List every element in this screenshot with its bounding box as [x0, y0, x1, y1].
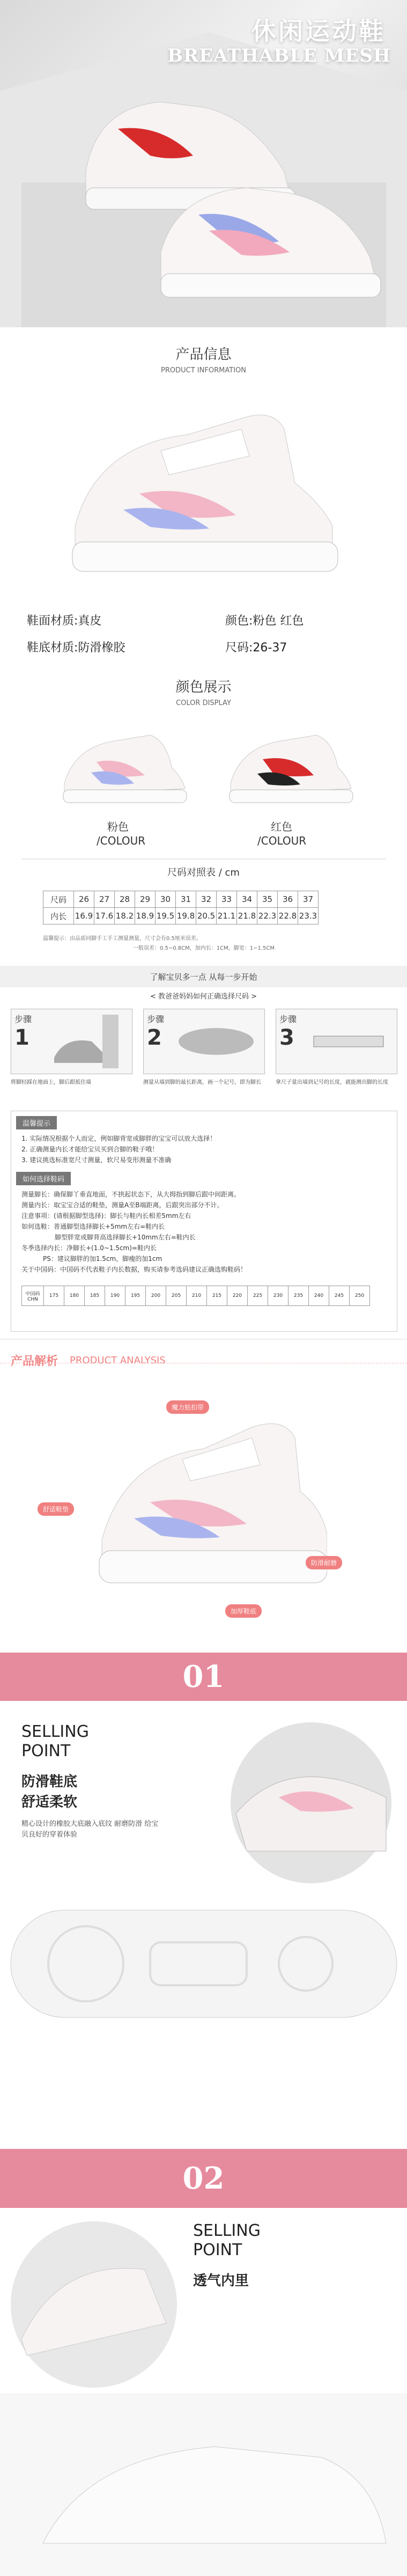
spec-label: 鞋面材质: [27, 614, 78, 628]
hero-banner [0, 0, 407, 327]
color-red-image [225, 724, 354, 810]
section-01-heading: SELLING POINT [21, 1722, 89, 1760]
spec-upper [27, 612, 101, 628]
china-size-cell: 210 [187, 1286, 207, 1306]
size-cell: 35 [257, 891, 278, 908]
section-02-banner: 02 [0, 2149, 407, 2208]
color-red-name: 红色 [271, 820, 292, 833]
size-table-title: 尺码对照表 / cm [167, 867, 240, 878]
sole-bottom-image [5, 1878, 402, 2039]
callout-antislip: 防滑耐磨 [306, 1556, 342, 1569]
color-pink-name: 粉色 [107, 820, 129, 833]
china-size-cell: 205 [166, 1286, 187, 1306]
size-cell: 32 [196, 891, 217, 908]
section-02-title1: 透气内里 [193, 2273, 249, 2289]
china-size-label: 中国码CHN [22, 1286, 44, 1306]
howto-item: 注意事项：(请根据脚型选择)：脚长与鞋内长相差5mm左右 [21, 1212, 191, 1220]
length-cell: 21.1 [217, 908, 237, 924]
step-2-num: 2 [147, 1025, 162, 1050]
divider [21, 858, 386, 860]
length-cell: 17.6 [94, 908, 115, 924]
size-cell: 26 [74, 891, 94, 908]
analysis-title: 产品解析 [11, 1355, 58, 1368]
spec-value: 真皮 [78, 614, 102, 628]
spec-value: 粉色 红色 [253, 614, 304, 628]
divider [0, 1339, 407, 1340]
step-1-text: 将脚轻踩在地面上，脚后跟抵住墙 [11, 1080, 91, 1085]
length-row-label: 内长 [43, 908, 74, 924]
color-display-heading [0, 676, 407, 707]
china-size-cell: 250 [350, 1286, 370, 1306]
size-table [43, 891, 319, 924]
howto-item: 脚型胖宽或脚背高选择脚长+10mm左右=鞋内长 [55, 1234, 196, 1241]
section-01-banner: 01 [0, 1653, 407, 1701]
step-3-text: 拿尺子量出墙到记号的长度，就能测出脚的长度 [276, 1080, 388, 1085]
china-size-cell: 225 [248, 1286, 268, 1306]
howto-item: 如何选鞋：普通脚型选择脚长+5mm左右=鞋内长 [21, 1223, 165, 1230]
tip-item: 3. 建议挑选标准宽尺寸测量，软尺易变形测量不准确 [21, 1156, 172, 1164]
step-3-num: 3 [279, 1025, 294, 1050]
step-1-label: 步骤 [14, 1014, 32, 1024]
size-cell: 36 [278, 891, 298, 908]
product-info-heading [0, 343, 407, 375]
tips-list [21, 1133, 216, 1165]
length-cell: 18.2 [115, 908, 135, 924]
spec-value: 防滑橡胶 [78, 641, 125, 655]
china-size-cell: 230 [268, 1286, 288, 1306]
spec-size [225, 639, 287, 655]
tip-item: 2. 正确测量内长才能给宝贝买到合脚的鞋子哦！ [21, 1146, 159, 1153]
howto-list [21, 1189, 386, 1275]
length-cell: 20.5 [196, 908, 217, 924]
size-cell: 30 [156, 891, 176, 908]
spec-color [225, 612, 304, 628]
color-pink-en: /COLOUR [97, 834, 146, 847]
china-size-cell: 190 [105, 1286, 125, 1306]
step-2-label: 步骤 [147, 1014, 165, 1024]
step-2-text: 测量从墙到脚的最长距离，画一个记号，即为脚长 [143, 1080, 261, 1085]
china-size-cell: 175 [44, 1286, 64, 1306]
step-2-card [143, 1009, 265, 1074]
china-size-cell: 215 [207, 1286, 227, 1306]
section-02-heading: SELLING POINT [193, 2221, 261, 2259]
size-cell: 34 [237, 891, 257, 908]
size-row [43, 891, 319, 908]
step-1-num: 1 [14, 1025, 29, 1050]
step-3-label: 步骤 [279, 1014, 297, 1024]
length-cell: 19.8 [176, 908, 196, 924]
spec-value: 26-37 [253, 641, 287, 655]
product-info-title: 产品信息 [175, 347, 232, 363]
china-size-cell: 195 [125, 1286, 146, 1306]
size-cell: 37 [298, 891, 319, 908]
china-size-cell: 180 [64, 1286, 85, 1306]
size-cell: 28 [115, 891, 135, 908]
lining-closeup-image [5, 2216, 182, 2393]
length-cell: 18.9 [135, 908, 156, 924]
product-shoe-image [64, 386, 343, 585]
length-row [43, 908, 319, 924]
color-pink-image [59, 724, 188, 810]
howto-item: PS：建议脚胖的加1.5cm，脚瘦的加1cm [43, 1255, 162, 1263]
spec-sole [27, 639, 125, 655]
china-size-row [22, 1286, 370, 1306]
size-cell: 29 [135, 891, 156, 908]
spec-label: 尺码: [225, 641, 253, 655]
tip-item: 1. 实际情况根据个人而定，例如脚背宽或脚胖的宝宝可以放大选择！ [21, 1135, 217, 1142]
analysis-subtitle: PRODUCT ANALYSIS [70, 1355, 166, 1366]
measure-sub: < 教爸爸妈妈如何正确选择尺码 > [150, 993, 257, 1001]
china-size-cell: 240 [309, 1286, 329, 1306]
size-cell: 31 [176, 891, 196, 908]
step-3-ruler-icon [308, 1020, 389, 1063]
color-red-en: /COLOUR [257, 834, 307, 847]
china-size-cell: 235 [288, 1286, 309, 1306]
length-cell: 19.5 [156, 908, 176, 924]
callout-sole: 加厚鞋底 [225, 1604, 262, 1618]
step-1-foot-icon [49, 1015, 124, 1068]
color-display-title: 颜色展示 [175, 679, 232, 695]
section-01-title1: 防滑鞋底 [21, 1774, 78, 1790]
howto-item: 关于中国码：中国码不代表鞋子内长数据，购买请参考选码建议正确选购鞋码！ [21, 1266, 247, 1273]
length-cell: 16.9 [74, 908, 94, 924]
howto-title: 如何选择鞋码 [16, 1172, 71, 1185]
spec-label: 颜色: [225, 614, 253, 628]
size-note-1: 温馨提示：由品质同脚手工手工测量测量，尺寸会有0.5厘米误差。 [43, 936, 202, 942]
product-info-subtitle: PRODUCT INFORMATION [161, 366, 246, 375]
size-cell: 33 [217, 891, 237, 908]
size-note-2: 一般误差：0.5~0.8CM，加内长：1CM，脚宽：1~1.5CM [132, 945, 275, 951]
howto-item: 冬季选择内长：净脚长+(1.0~1.5cm)=鞋内长 [21, 1244, 157, 1252]
lining-bottom-image [0, 2393, 407, 2576]
section-01-title2: 舒适柔软 [21, 1794, 78, 1810]
spec-label: 鞋底材质: [27, 641, 78, 655]
tips-title: 温馨提示 [16, 1116, 57, 1129]
sole-closeup-image [225, 1717, 397, 1889]
callout-velcro: 魔力贴扣带 [166, 1400, 209, 1414]
hero-subtitle: BREATHABLE MESH [167, 45, 391, 67]
length-cell: 21.8 [237, 908, 257, 924]
section-01-desc: 精心设计的橡胶大底融入底纹 耐磨防滑 给宝贝良好的穿着体验 [21, 1820, 159, 1839]
size-row-label: 尺码 [43, 891, 74, 908]
china-size-cell: 245 [329, 1286, 350, 1306]
howto-item: 测量内长：取宝宝合适的鞋垫，测量A至B端距离，后跟突出部分不计。 [21, 1201, 224, 1209]
callout-insole: 舒适鞋垫 [38, 1502, 74, 1516]
size-cell: 27 [94, 891, 115, 908]
color-display-subtitle: COLOR DISPLAY [176, 699, 231, 707]
hero-title: 休闲运动鞋 [251, 17, 386, 46]
step-3-card [276, 1009, 397, 1074]
china-size-cell: 185 [85, 1286, 105, 1306]
china-size-table [21, 1286, 370, 1306]
step-1-card [11, 1009, 132, 1074]
length-cell: 22.8 [278, 908, 298, 924]
china-size-cell: 200 [146, 1286, 166, 1306]
howto-item: 测量脚长：确保脚丫垂直地面，不拱起状态下，从大拇指到脚后跟中间距离。 [21, 1191, 241, 1198]
measure-banner: 了解宝贝多一点 从每一步开始 [150, 972, 257, 982]
step-2-insole-icon [176, 1020, 256, 1063]
length-cell: 23.3 [298, 908, 319, 924]
china-size-cell: 220 [227, 1286, 248, 1306]
length-cell: 22.3 [257, 908, 278, 924]
analysis-shoe-image [91, 1395, 327, 1599]
